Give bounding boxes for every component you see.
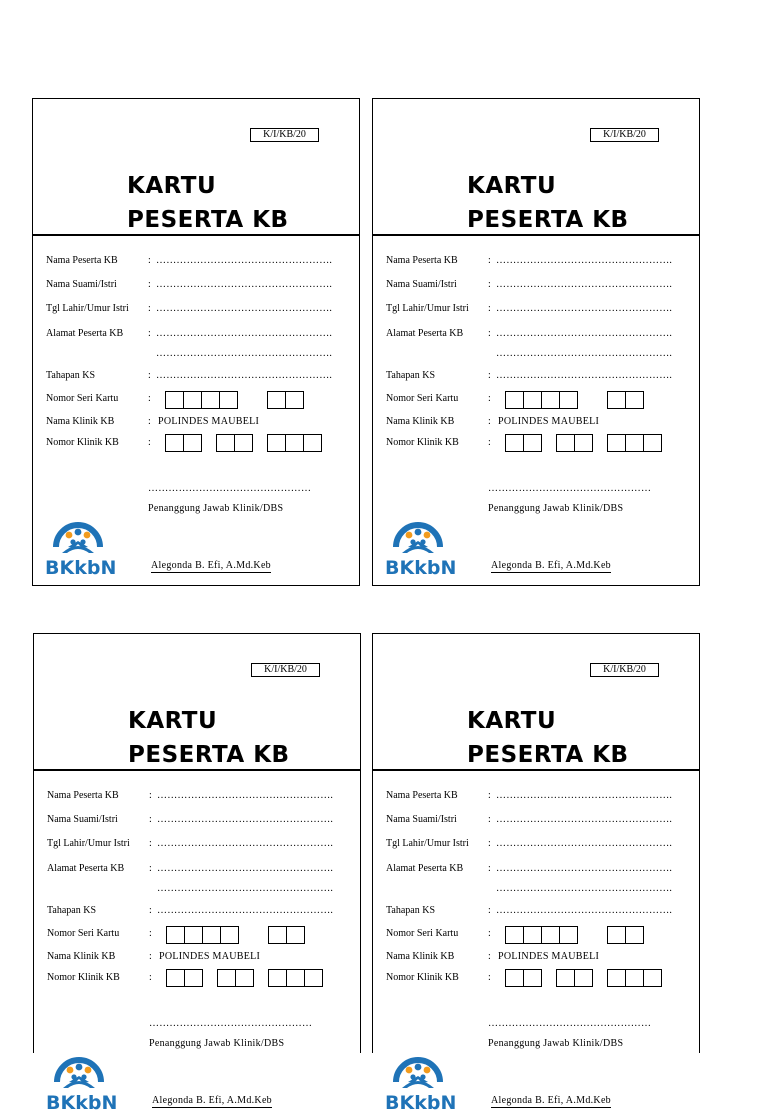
kartu-peserta-card-1 [32,98,360,586]
field-label: Tahapan KS [386,905,436,916]
field-label: Tahapan KS [46,370,96,381]
bkkbn-logo-text: BKkbN [45,557,117,577]
field-colon: : [488,328,491,339]
signature-role: Penanggung Jawab Klinik/DBS [488,1038,624,1049]
nomor-klinik-boxes-b[interactable] [217,969,254,987]
field-dots[interactable]: ……………………………………………. [496,348,673,359]
card-title-line2: PESERTA KB [127,207,289,233]
card-title-line1: KARTU [467,173,557,199]
title-divider [33,234,359,236]
title-divider [34,769,360,771]
nomor-klinik-boxes-c[interactable] [267,434,322,452]
signature-name: Alegonda B. Efi, A.Md.Keb [491,560,611,571]
signature-line[interactable]: ………………………………………… [149,1018,313,1029]
field-dots[interactable]: ……………………………………………. [157,863,334,874]
field-label: Nomor Klinik KB [386,437,459,448]
nomor-klinik-boxes-a[interactable] [505,969,542,987]
field-dots[interactable]: ……………………………………………. [496,328,673,339]
field-colon: : [488,863,491,874]
field-label: Tahapan KS [47,905,97,916]
nama-klinik-value: POLINDES MAUBELI [158,416,260,427]
field-colon: : [148,370,151,381]
bkkbn-logo-text: BKkbN [46,1092,118,1112]
field-label: Nomor Seri Kartu [386,928,459,939]
field-label: Nomor Seri Kartu [386,393,459,404]
field-dots[interactable]: ……………………………………………. [156,255,333,266]
field-dots[interactable]: ……………………………………………. [496,303,673,314]
field-dots[interactable]: ……………………………………………. [157,814,334,825]
field-label: Nama Suami/Istri [47,814,118,825]
field-dots[interactable]: ……………………………………………. [156,370,333,381]
field-colon: : [488,416,491,427]
nama-klinik-value: POLINDES MAUBELI [498,951,600,962]
field-label: Alamat Peserta KB [47,863,125,874]
card-title [467,169,629,237]
field-label: Nomor Klinik KB [47,972,120,983]
card-title-line2: PESERTA KB [128,742,290,768]
field-label: Nama Suami/Istri [46,279,117,290]
field-label: Nomor Seri Kartu [46,393,119,404]
field-dots[interactable]: ……………………………………………. [157,883,334,894]
signature-name: Alegonda B. Efi, A.Md.Keb [491,1095,611,1106]
card-code-box: K/I/KB/20 [590,128,659,142]
field-label: Alamat Peserta KB [46,328,124,339]
title-divider [373,234,699,236]
field-colon: : [488,437,491,448]
card-title-line1: KARTU [127,173,217,199]
field-colon: : [149,972,152,983]
signature-role: Penanggung Jawab Klinik/DBS [488,503,624,514]
nomor-klinik-boxes-a[interactable] [166,969,203,987]
field-colon: : [148,328,151,339]
field-dots[interactable]: ……………………………………………. [496,814,673,825]
field-colon: : [148,393,151,404]
field-dots[interactable]: ……………………………………………. [496,838,673,849]
signature-name: Alegonda B. Efi, A.Md.Keb [152,1095,272,1106]
field-label: Nama Klinik KB [386,416,455,427]
card-code-box: K/I/KB/20 [251,663,320,677]
field-dots[interactable]: ……………………………………………. [496,863,673,874]
field-label: Nama Suami/Istri [386,814,457,825]
field-dots[interactable]: ……………………………………………. [156,303,333,314]
field-colon: : [149,790,152,801]
field-label: Nomor Seri Kartu [47,928,120,939]
field-colon: : [149,951,152,962]
field-colon: : [488,928,491,939]
nomor-klinik-boxes-c[interactable] [607,434,662,452]
field-colon: : [488,951,491,962]
kartu-peserta-card-3 [33,633,361,1112]
bkkbn-logo [42,511,122,577]
title-divider [373,769,699,771]
field-colon: : [148,437,151,448]
field-label: Alamat Peserta KB [386,863,464,874]
kartu-peserta-card-2 [372,98,700,586]
field-label: Nama Klinik KB [46,416,115,427]
nomor-seri-boxes-b[interactable] [607,926,644,944]
card-title-line2: PESERTA KB [467,742,629,768]
field-label: Tgl Lahir/Umur Istri [46,303,129,314]
nama-klinik-value: POLINDES MAUBELI [498,416,600,427]
signature-role: Penanggung Jawab Klinik/DBS [148,503,284,514]
signature-line[interactable]: ………………………………………… [488,1018,652,1029]
field-label: Nomor Klinik KB [386,972,459,983]
field-colon: : [149,863,152,874]
field-colon: : [149,814,152,825]
card-code-box: K/I/KB/20 [250,128,319,142]
field-label: Nama Peserta KB [46,255,118,266]
nomor-seri-boxes-a[interactable] [166,926,239,944]
nomor-seri-boxes-a[interactable] [505,391,578,409]
field-dots[interactable]: ……………………………………………. [157,838,334,849]
field-label: Nomor Klinik KB [46,437,119,448]
card-title [467,704,629,772]
signature-role: Penanggung Jawab Klinik/DBS [149,1038,285,1049]
field-colon: : [148,416,151,427]
bkkbn-logo [43,1046,123,1112]
field-dots[interactable]: ……………………………………………. [496,790,673,801]
field-colon: : [148,255,151,266]
field-colon: : [149,928,152,939]
field-dots[interactable]: ……………………………………………. [496,905,673,916]
field-dots[interactable]: ……………………………………………. [157,905,334,916]
field-label: Nama Peserta KB [386,790,458,801]
field-colon: : [149,838,152,849]
field-label: Tgl Lahir/Umur Istri [386,303,469,314]
field-colon: : [488,838,491,849]
field-dots[interactable]: ……………………………………………. [156,279,333,290]
bkkbn-logo-text: BKkbN [385,1092,457,1112]
nomor-klinik-boxes-c[interactable] [268,969,323,987]
field-colon: : [488,972,491,983]
signature-name: Alegonda B. Efi, A.Md.Keb [151,560,271,571]
field-label: Nama Peserta KB [47,790,119,801]
nama-klinik-value: POLINDES MAUBELI [159,951,261,962]
card-code-box: K/I/KB/20 [590,663,659,677]
nomor-seri-boxes-b[interactable] [267,391,304,409]
field-label: Tgl Lahir/Umur Istri [386,838,469,849]
bkkbn-logo [382,511,462,577]
card-title-line2: PESERTA KB [467,207,629,233]
card-title-line1: KARTU [467,708,557,734]
field-dots[interactable]: ……………………………………………. [496,370,673,381]
nomor-seri-boxes-b[interactable] [607,391,644,409]
field-label: Nama Klinik KB [47,951,116,962]
kartu-peserta-card-4 [372,633,700,1112]
nomor-klinik-boxes-a[interactable] [505,434,542,452]
field-label: Nama Klinik KB [386,951,455,962]
field-colon: : [148,303,151,314]
field-colon: : [488,370,491,381]
field-colon: : [148,279,151,290]
field-dots[interactable]: ……………………………………………. [157,790,334,801]
field-label: Tgl Lahir/Umur Istri [47,838,130,849]
field-colon: : [488,905,491,916]
bkkbn-logo-text: BKkbN [385,557,457,577]
field-label: Tahapan KS [386,370,436,381]
field-dots[interactable]: ……………………………………………. [496,883,673,894]
field-colon: : [488,255,491,266]
field-colon: : [488,790,491,801]
field-colon: : [488,303,491,314]
field-label: Nama Suami/Istri [386,279,457,290]
nomor-klinik-boxes-b[interactable] [556,969,593,987]
field-colon: : [488,279,491,290]
nomor-seri-boxes-a[interactable] [165,391,238,409]
field-dots[interactable]: ……………………………………………. [496,279,673,290]
bkkbn-logo [382,1046,462,1112]
field-label: Alamat Peserta KB [386,328,464,339]
nomor-seri-boxes-a[interactable] [505,926,578,944]
nomor-klinik-boxes-b[interactable] [216,434,253,452]
field-colon: : [488,393,491,404]
card-title-line1: KARTU [128,708,218,734]
nomor-seri-boxes-b[interactable] [268,926,305,944]
field-dots[interactable]: ……………………………………………. [496,255,673,266]
card-title [128,704,290,772]
card-title [127,169,289,237]
signature-line[interactable]: ………………………………………… [488,483,652,494]
nomor-klinik-boxes-a[interactable] [165,434,202,452]
signature-line[interactable]: ………………………………………… [148,483,312,494]
field-dots[interactable]: ……………………………………………. [156,348,333,359]
field-colon: : [149,905,152,916]
nomor-klinik-boxes-b[interactable] [556,434,593,452]
field-colon: : [488,814,491,825]
field-dots[interactable]: ……………………………………………. [156,328,333,339]
nomor-klinik-boxes-c[interactable] [607,969,662,987]
field-label: Nama Peserta KB [386,255,458,266]
